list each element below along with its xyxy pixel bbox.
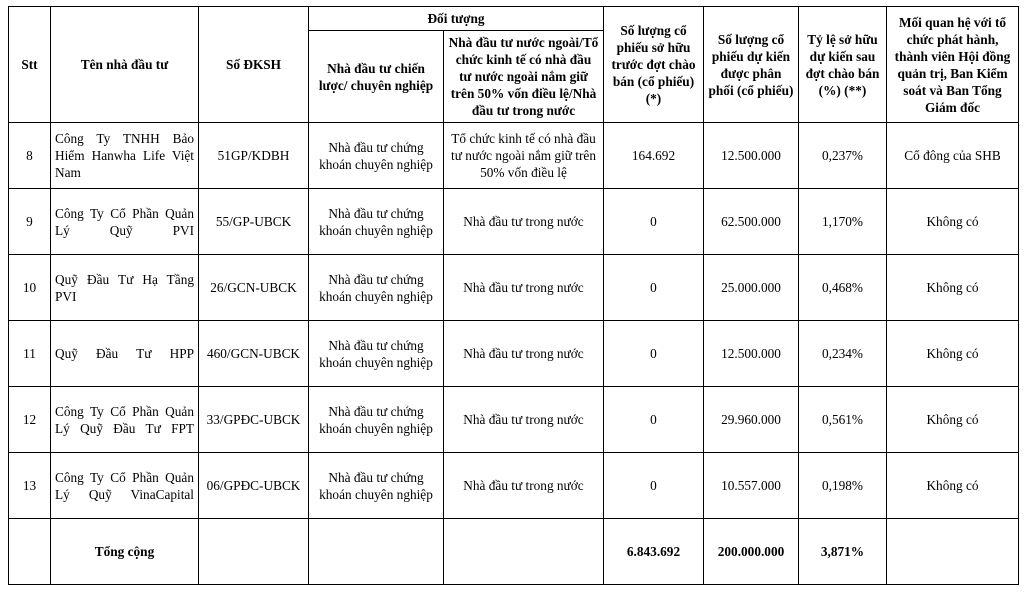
cell-ownership-ratio: 0,237%	[799, 123, 887, 189]
table-row	[9, 255, 1019, 321]
cell-dksh: 33/GPĐC-UBCK	[199, 387, 309, 453]
cell-investor-name: Công Ty Cổ Phần Quản Lý Quỹ Đầu Tư FPT	[51, 387, 199, 453]
cell-ownership-ratio: 0,198%	[799, 453, 887, 519]
column-header-stt: Stt	[9, 7, 51, 123]
cell-total-dksh	[199, 519, 309, 585]
cell-investor-name: Công Ty TNHH Bảo Hiểm Hanwha Life Việt Nam	[51, 123, 199, 189]
cell-stt: 11	[9, 321, 51, 387]
cell-strategic: Nhà đầu tư chứng khoán chuyên nghiệp	[309, 189, 444, 255]
cell-investor-name: Công Ty Cổ Phần Quản Lý Quỹ VinaCapital	[51, 453, 199, 519]
cell-investor-name: Quỹ Đầu Tư HPP	[51, 321, 199, 387]
cell-dksh: 26/GCN-UBCK	[199, 255, 309, 321]
cell-shares-before: 0	[604, 189, 704, 255]
cell-stt: 10	[9, 255, 51, 321]
column-header-dksh: Số ĐKSH	[199, 7, 309, 123]
cell-total-strategic	[309, 519, 444, 585]
cell-foreign: Tổ chức kinh tế có nhà đầu tư nước ngoài nắm giữ trên 50% vốn điều lệ	[444, 123, 604, 189]
cell-stt: 12	[9, 387, 51, 453]
cell-shares-before: 164.692	[604, 123, 704, 189]
cell-ownership-ratio: 0,234%	[799, 321, 887, 387]
cell-foreign: Nhà đầu tư trong nước	[444, 387, 604, 453]
cell-relationship: Không có	[887, 255, 1019, 321]
cell-relationship: Không có	[887, 453, 1019, 519]
cell-investor-name: Quỹ Đầu Tư Hạ Tầng PVI	[51, 255, 199, 321]
cell-investor-name: Công Ty Cổ Phần Quản Lý Quỹ PVI	[51, 189, 199, 255]
column-header-relationship: Mối quan hệ với tổ chức phát hành, thành viên Hội đồng quản trị, Ban Kiểm soát và Ban Tổng Giám đốc	[887, 7, 1019, 123]
table-row	[9, 123, 1019, 189]
cell-dksh: 460/GCN-UBCK	[199, 321, 309, 387]
cell-strategic: Nhà đầu tư chứng khoán chuyên nghiệp	[309, 453, 444, 519]
document-page	[0, 6, 1024, 604]
cell-strategic: Nhà đầu tư chứng khoán chuyên nghiệp	[309, 255, 444, 321]
column-header-name: Tên nhà đầu tư	[51, 7, 199, 123]
cell-shares-distributed: 10.557.000	[704, 453, 799, 519]
cell-shares-distributed: 29.960.000	[704, 387, 799, 453]
cell-relationship: Không có	[887, 189, 1019, 255]
cell-dksh: 51GP/KDBH	[199, 123, 309, 189]
cell-shares-before: 0	[604, 387, 704, 453]
cell-foreign: Nhà đầu tư trong nước	[444, 321, 604, 387]
cell-dksh: 55/GP-UBCK	[199, 189, 309, 255]
cell-stt: 13	[9, 453, 51, 519]
cell-relationship: Không có	[887, 321, 1019, 387]
cell-strategic: Nhà đầu tư chứng khoán chuyên nghiệp	[309, 387, 444, 453]
cell-shares-distributed: 62.500.000	[704, 189, 799, 255]
cell-stt: 9	[9, 189, 51, 255]
cell-ownership-ratio: 0,468%	[799, 255, 887, 321]
cell-shares-before: 0	[604, 453, 704, 519]
table-row	[9, 453, 1019, 519]
cell-total-ownership-ratio: 3,871%	[799, 519, 887, 585]
cell-strategic: Nhà đầu tư chứng khoán chuyên nghiệp	[309, 123, 444, 189]
cell-stt: 8	[9, 123, 51, 189]
column-header-shares-before: Số lượng cổ phiếu sở hữu trước đợt chào bán (cổ phiếu) (*)	[604, 7, 704, 123]
cell-dksh: 06/GPĐC-UBCK	[199, 453, 309, 519]
cell-relationship: Không có	[887, 387, 1019, 453]
cell-foreign: Nhà đầu tư trong nước	[444, 189, 604, 255]
cell-foreign: Nhà đầu tư trong nước	[444, 453, 604, 519]
cell-foreign: Nhà đầu tư trong nước	[444, 255, 604, 321]
cell-shares-distributed: 12.500.000	[704, 321, 799, 387]
column-header-ownership-ratio: Tỷ lệ sở hữu dự kiến sau đợt chào bán (%) (**)	[799, 7, 887, 123]
cell-strategic: Nhà đầu tư chứng khoán chuyên nghiệp	[309, 321, 444, 387]
cell-relationship: Cổ đông của SHB	[887, 123, 1019, 189]
column-header-foreign-investor: Nhà đầu tư nước ngoài/Tổ chức kinh tế có nhà đầu tư nước ngoài nắm giữ trên 50% vốn điều lệ/Nhà đầu tư trong nước	[444, 31, 604, 123]
investors-table	[8, 6, 1019, 585]
column-header-shares-distributed: Số lượng cổ phiếu dự kiến được phân phối (cổ phiếu)	[704, 7, 799, 123]
cell-shares-distributed: 25.000.000	[704, 255, 799, 321]
cell-ownership-ratio: 0,561%	[799, 387, 887, 453]
cell-shares-before: 0	[604, 255, 704, 321]
column-header-group-object: Đối tượng	[309, 7, 604, 31]
cell-total-shares-distributed: 200.000.000	[704, 519, 799, 585]
table-body	[9, 123, 1019, 585]
cell-total-relationship	[887, 519, 1019, 585]
table-row	[9, 387, 1019, 453]
table-total-row	[9, 519, 1019, 585]
cell-total-shares-before: 6.843.692	[604, 519, 704, 585]
cell-ownership-ratio: 1,170%	[799, 189, 887, 255]
cell-total-foreign	[444, 519, 604, 585]
table-row	[9, 189, 1019, 255]
cell-total-label: Tổng cộng	[51, 519, 199, 585]
cell-shares-distributed: 12.500.000	[704, 123, 799, 189]
table-header-row-1	[9, 7, 1019, 31]
column-header-strategic-investor: Nhà đầu tư chiến lược/ chuyên nghiệp	[309, 31, 444, 123]
table-row	[9, 321, 1019, 387]
table-header	[9, 7, 1019, 123]
cell-shares-before: 0	[604, 321, 704, 387]
cell-total-stt	[9, 519, 51, 585]
